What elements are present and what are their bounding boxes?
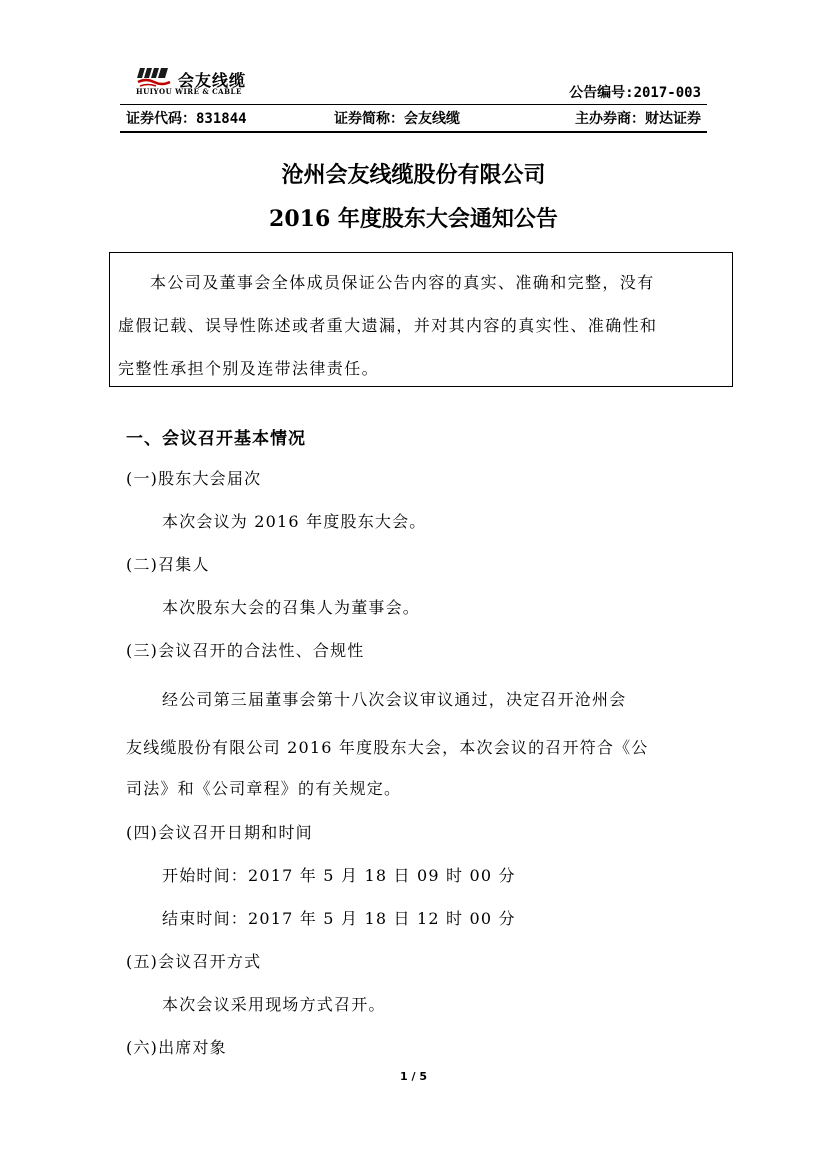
- paragraph: 本次股东大会的召集人为董事会。: [162, 598, 421, 617]
- security-info-row: [126, 108, 701, 128]
- end-time: 结束时间：2017 年 5 月 18 日 12 时 00 分: [162, 909, 516, 928]
- company-title: 沧州会友线缆股份有限公司: [281, 162, 546, 188]
- paragraph-line: 司法》和《公司章程》的有关规定。: [126, 779, 402, 798]
- company-logo: [136, 66, 286, 98]
- disclaimer-line: 完整性承担个别及连带法律责任。: [118, 359, 380, 378]
- subsection-title: (四)会议召开日期和时间: [126, 823, 313, 842]
- subsection-title: (二)召集人: [126, 555, 210, 574]
- start-time: 开始时间：2017 年 5 月 18 日 09 时 00 分: [162, 866, 516, 885]
- security-code: 证券代码：831844: [126, 111, 247, 127]
- security-abbreviation: 证券简称：会友线缆: [334, 111, 460, 127]
- paragraph-line: 经公司第三届董事会第十八次会议审议通过，决定召开沧州会: [162, 690, 627, 709]
- paragraph: 本次会议采用现场方式召开。: [162, 995, 386, 1014]
- section-heading: 一、会议召开基本情况: [126, 429, 306, 449]
- disclaimer-line: 本公司及董事会全体成员保证公告内容的真实、准确和完整，没有: [150, 273, 655, 292]
- logo-chinese-name: 会友线缆: [178, 71, 247, 90]
- sponsor-broker: 主办券商：财达证券: [575, 111, 701, 127]
- paragraph-line: 友线缆股份有限公司 2016 年度股东大会，本次会议的召开符合《公: [126, 738, 649, 757]
- subsection-title: (六)出席对象: [126, 1038, 227, 1057]
- subsection-title: (三)会议召开的合法性、合规性: [126, 641, 365, 660]
- disclaimer-line: 虚假记载、误导性陈述或者重大遗漏，并对其内容的真实性、准确性和: [118, 316, 658, 335]
- header-divider-top: [120, 104, 707, 105]
- logo-english-name: HUIYOU WIRE & CABLE: [136, 87, 242, 96]
- subsection-title: (五)会议召开方式: [126, 952, 262, 971]
- subsection-title: (一)股东大会届次: [126, 469, 262, 488]
- paragraph: 本次会议为 2016 年度股东大会。: [162, 512, 427, 531]
- disclaimer-box: [109, 252, 733, 387]
- page-number: 1 / 5: [400, 1070, 427, 1083]
- announcement-number: 公告编号:2017-003: [569, 85, 701, 101]
- announcement-title: 2016 年度股东大会通知公告: [269, 206, 558, 232]
- header-divider-bottom: [120, 131, 707, 133]
